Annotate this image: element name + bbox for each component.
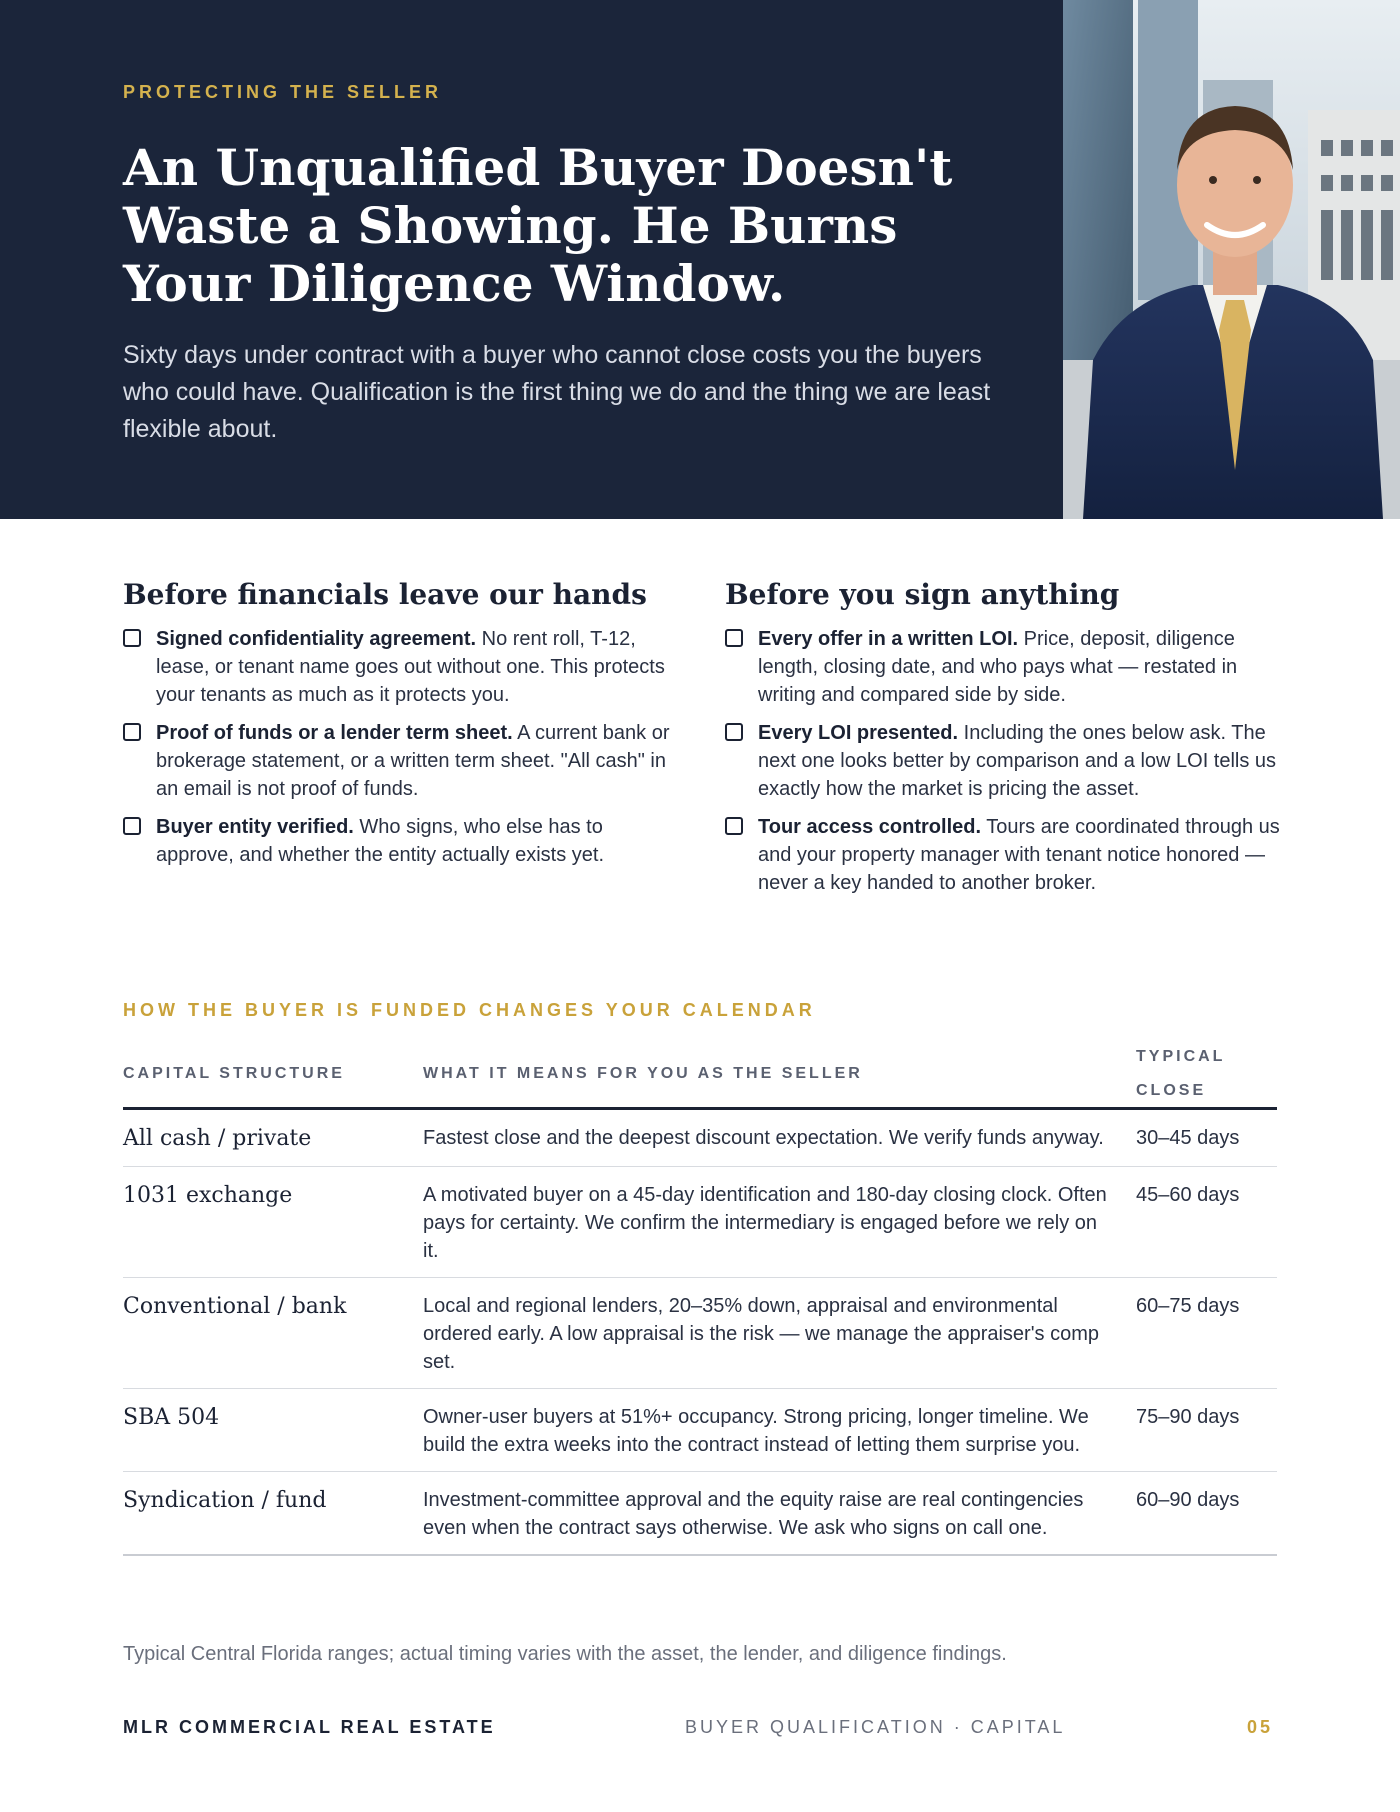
left-heading: Before financials leave our hands xyxy=(123,578,647,611)
checkbox-icon[interactable] xyxy=(725,817,743,835)
checklist-text: Every LOI presented. Including the ones below ask. The next one looks better by comparison and a low LOI tells us exactly how the market is pricing the asset. xyxy=(758,722,1277,800)
cell-structure: SBA 504 xyxy=(123,1405,220,1430)
checklist-item xyxy=(123,813,679,869)
checklist-item xyxy=(123,719,679,803)
cell-structure: Syndication / fund xyxy=(123,1488,327,1513)
page-number: 05 xyxy=(1247,1717,1274,1737)
cell-structure: Conventional / bank xyxy=(123,1294,347,1319)
cell-close: 45–60 days xyxy=(1136,1184,1240,1206)
hero-eyebrow: PROTECTING THE SELLER xyxy=(123,82,443,102)
cell-close: 30–45 days xyxy=(1136,1127,1240,1149)
checkbox-icon[interactable] xyxy=(123,817,141,835)
right-heading: Before you sign anything xyxy=(725,578,1120,611)
cell-meaning: Owner-user buyers at 51%+ occupancy. Strong pricing, longer timeline. We build the extra weeks into the contract instead of letting them surprise you. xyxy=(423,1406,1089,1456)
cell-meaning: Local and regional lenders, 20–35% down, appraisal and environmental ordered early. A low appraisal is the risk — we manage the appraiser's comp set. xyxy=(423,1295,1099,1373)
page-title: An Unqualified Buyer Doesn't Waste a Showing. He Burns Your Diligence Window. xyxy=(123,138,953,313)
left-checklist xyxy=(123,578,679,879)
funding-eyebrow: HOW THE BUYER IS FUNDED CHANGES YOUR CALENDAR xyxy=(123,1000,816,1020)
table-row xyxy=(123,1167,1277,1278)
checklist-text: Tour access controlled. Tours are coordinated through us and your property manager with tenant notice honored — never a key handed to another broker. xyxy=(758,816,1280,894)
table-row xyxy=(123,1389,1277,1472)
table-header-row xyxy=(123,1040,1277,1110)
checklist-text: Every offer in a written LOI. Price, deposit, diligence length, closing date, and who pays what — restated in writing and compared side by side. xyxy=(758,628,1238,706)
funding-table xyxy=(123,1040,1277,1556)
header-meaning: WHAT IT MEANS FOR YOU AS THE SELLER xyxy=(423,1064,863,1082)
checkbox-icon[interactable] xyxy=(123,723,141,741)
table-row xyxy=(123,1472,1277,1556)
cell-structure: All cash / private xyxy=(123,1126,312,1151)
table-row xyxy=(123,1110,1277,1167)
hero-text xyxy=(123,82,1023,448)
table-footnote: Typical Central Florida ranges; actual timing varies with the asset, the lender, and diligence findings. xyxy=(123,1643,1007,1665)
checklist-item xyxy=(725,813,1280,897)
hero-subtitle: Sixty days under contract with a buyer who cannot close costs you the buyers who could have. Qualification is the first thing we do and the thing we are least flexible about. xyxy=(123,341,991,443)
footer-section-title: BUYER QUALIFICATION · CAPITAL xyxy=(685,1717,1066,1737)
agent-portrait-photo xyxy=(1063,0,1400,519)
header-typical-close: TYPICAL CLOSE xyxy=(1136,1047,1226,1099)
right-checklist xyxy=(725,578,1280,907)
checklist-text: Signed confidentiality agreement. No rent roll, T-12, lease, or tenant name goes out without one. This protects your tenants as much as it protects you. xyxy=(156,628,665,706)
cell-close: 60–75 days xyxy=(1136,1295,1240,1317)
table-row xyxy=(123,1278,1277,1389)
cell-close: 60–90 days xyxy=(1136,1489,1240,1511)
checkbox-icon[interactable] xyxy=(725,629,743,647)
checklist-item xyxy=(725,719,1280,803)
cell-meaning: Fastest close and the deepest discount expectation. We verify funds anyway. xyxy=(423,1127,1104,1149)
footer-brand: MLR COMMERCIAL REAL ESTATE xyxy=(123,1717,496,1737)
cell-meaning: Investment-committee approval and the equity raise are real contingencies even when the contract says otherwise. We ask who signs on call one. xyxy=(423,1489,1084,1539)
hero-banner xyxy=(0,0,1400,519)
checklist-item xyxy=(725,625,1280,709)
checkbox-icon[interactable] xyxy=(725,723,743,741)
cell-structure: 1031 exchange xyxy=(123,1183,293,1208)
portrait-illustration xyxy=(1063,0,1400,519)
checklist-text: Proof of funds or a lender term sheet. A current bank or brokerage statement, or a written term sheet. "All cash" in an email is not proof of funds. xyxy=(156,722,670,800)
cell-close: 75–90 days xyxy=(1136,1406,1240,1428)
cell-meaning: A motivated buyer on a 45-day identification and 180-day closing clock. Often pays for certainty. We confirm the intermediary is engaged before we rely on it. xyxy=(423,1184,1107,1262)
checklist-text: Buyer entity verified. Who signs, who else has to approve, and whether the entity actually exists yet. xyxy=(156,816,605,866)
checkbox-icon[interactable] xyxy=(123,629,141,647)
header-capital-structure: CAPITAL STRUCTURE xyxy=(123,1064,345,1082)
checklist-item xyxy=(123,625,679,709)
